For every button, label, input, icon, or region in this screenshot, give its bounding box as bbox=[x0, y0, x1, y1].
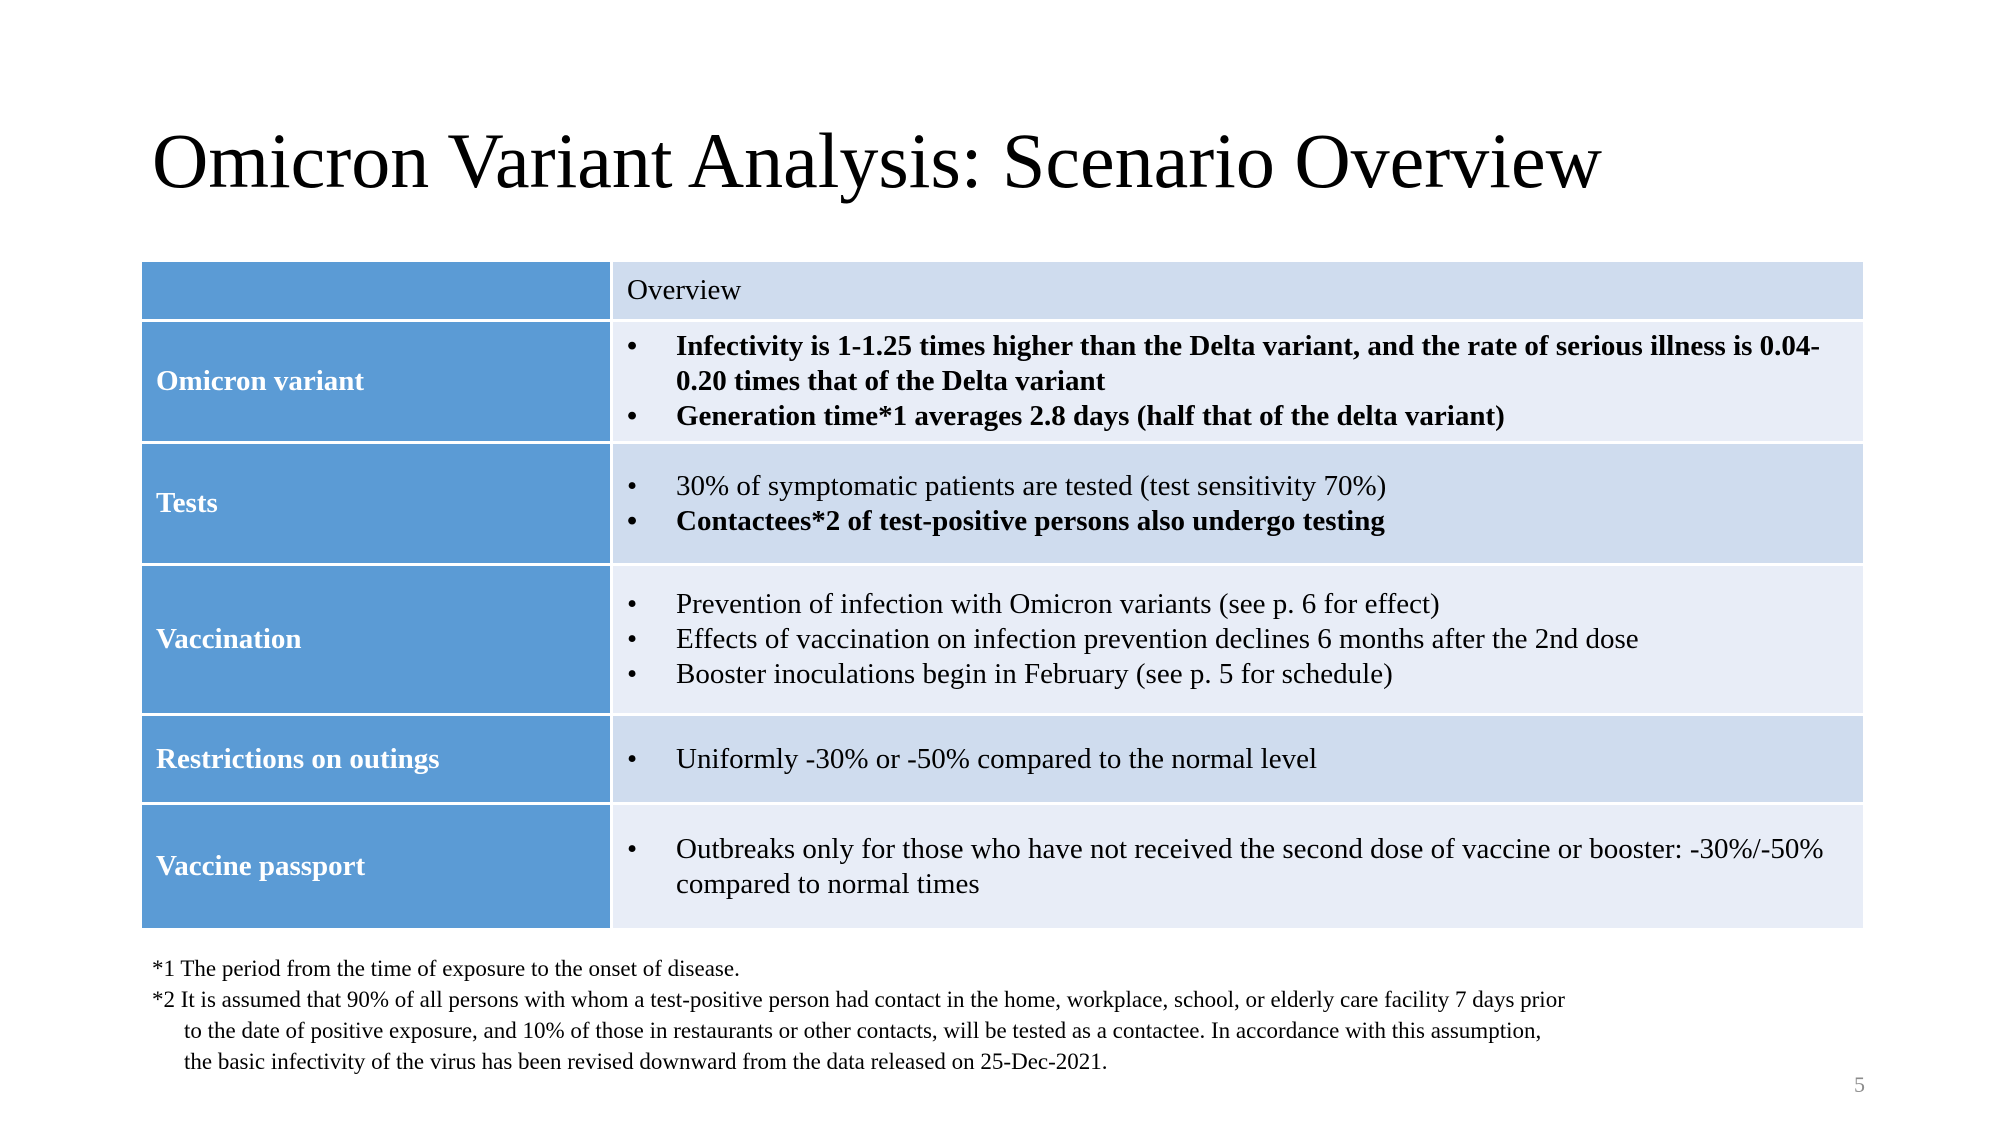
row-content-vaccine-passport bbox=[612, 804, 1865, 930]
list-item bbox=[627, 742, 1843, 777]
header-label-cell bbox=[141, 261, 612, 321]
bullet-text: Effects of vaccination on infection prevention declines 6 months after the 2nd dose bbox=[676, 623, 1639, 655]
table-row bbox=[141, 804, 1865, 930]
bullet-text: Infectivity is 1-1.25 times higher than the Delta variant, and the rate of serious illness is 0.04-0.20 times that of the Delta variant bbox=[676, 330, 1821, 397]
row-content-tests bbox=[612, 443, 1865, 565]
table-row bbox=[141, 321, 1865, 443]
list-item bbox=[627, 469, 1843, 504]
scenario-overview-table bbox=[139, 259, 1866, 931]
bullet-list bbox=[627, 469, 1843, 539]
bullet-icon: • bbox=[627, 330, 638, 362]
bullet-text: Contactees*2 of test-positive persons also undergo testing bbox=[676, 504, 1385, 537]
list-item bbox=[627, 504, 1843, 539]
list-item bbox=[627, 329, 1843, 399]
table-row bbox=[141, 565, 1865, 715]
bullet-icon: • bbox=[627, 504, 638, 537]
bullet-icon: • bbox=[627, 400, 638, 432]
row-label-vaccination: Vaccination bbox=[141, 565, 612, 715]
bullet-icon: • bbox=[627, 588, 638, 620]
bullet-icon: • bbox=[627, 469, 638, 502]
footnotes bbox=[152, 953, 1752, 1077]
bullet-icon: • bbox=[627, 658, 638, 690]
footnote-1: *1 The period from the time of exposure to the onset of disease. bbox=[152, 956, 740, 981]
bullet-icon: • bbox=[627, 623, 638, 655]
row-label-restrictions-on-outings: Restrictions on outings bbox=[141, 715, 612, 804]
page-number: 5 bbox=[1854, 1072, 1865, 1097]
bullet-icon: • bbox=[627, 742, 638, 775]
row-content-omicron-variant bbox=[612, 321, 1865, 443]
bullet-list bbox=[627, 742, 1843, 777]
row-label-omicron-variant: Omicron variant bbox=[141, 321, 612, 443]
bullet-icon: • bbox=[627, 832, 638, 865]
bullet-list bbox=[627, 587, 1843, 692]
list-item bbox=[627, 622, 1843, 657]
header-overview-cell: Overview bbox=[612, 261, 1865, 321]
bullet-text: Booster inoculations begin in February (see p. 5 for schedule) bbox=[676, 658, 1393, 690]
footnote-2-line-2: to the date of positive exposure, and 10% of those in restaurants or other contacts, will be tested as a contactee. In accordance with this assumption, bbox=[184, 1018, 1542, 1043]
row-content-vaccination bbox=[612, 565, 1865, 715]
bullet-text: Outbreaks only for those who have not received the second dose of vaccine or booster: -30%/-50% compared to normal times bbox=[676, 832, 1824, 900]
bullet-text: 30% of symptomatic patients are tested (test sensitivity 70%) bbox=[676, 469, 1387, 502]
bullet-list bbox=[627, 329, 1843, 434]
table-row bbox=[141, 443, 1865, 565]
row-content-restrictions-on-outings bbox=[612, 715, 1865, 804]
footnote-2-line-3: the basic infectivity of the virus has been revised downward from the data released on 25-Dec-2021. bbox=[184, 1049, 1108, 1074]
table-row bbox=[141, 715, 1865, 804]
list-item bbox=[627, 399, 1843, 434]
table-header-row bbox=[141, 261, 1865, 321]
row-label-tests: Tests bbox=[141, 443, 612, 565]
bullet-text: Uniformly -30% or -50% compared to the normal level bbox=[676, 742, 1318, 775]
list-item bbox=[627, 832, 1843, 902]
bullet-text: Prevention of infection with Omicron variants (see p. 6 for effect) bbox=[676, 588, 1440, 620]
list-item bbox=[627, 587, 1843, 622]
bullet-list bbox=[627, 832, 1843, 902]
row-label-vaccine-passport: Vaccine passport bbox=[141, 804, 612, 930]
bullet-text: Generation time*1 averages 2.8 days (half that of the delta variant) bbox=[676, 400, 1505, 432]
list-item bbox=[627, 657, 1843, 692]
footnote-2 bbox=[152, 984, 1752, 1077]
footnote-2-line-1: *2 It is assumed that 90% of all persons with whom a test-positive person had contact in the home, workplace, school, or elderly care facility 7 days prior bbox=[152, 987, 1565, 1012]
slide-title: Omicron Variant Analysis: Scenario Overview bbox=[152, 117, 1602, 204]
